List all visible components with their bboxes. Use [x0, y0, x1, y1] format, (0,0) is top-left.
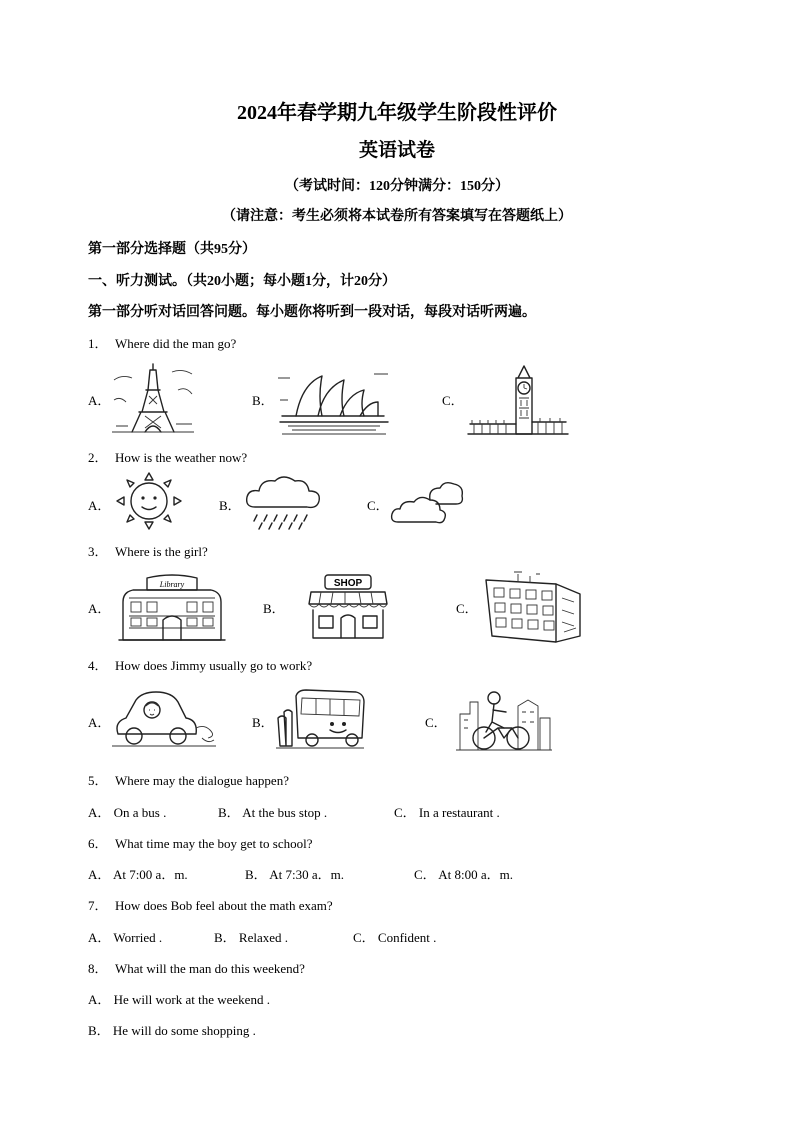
- listening-heading: 一、听力测试。（共20小题；每小题1分，计20分）: [88, 274, 396, 289]
- q5-option-a[interactable]: [88, 802, 166, 821]
- question-number: 7．: [88, 898, 108, 913]
- option-text: He will do some shopping .: [112, 1023, 256, 1038]
- question-5: [88, 770, 289, 789]
- q6-option-c[interactable]: [414, 864, 513, 883]
- big-ben-icon[interactable]: [466, 364, 570, 438]
- question-6: [88, 833, 312, 852]
- question-text: How does Jimmy usually go to work?: [115, 658, 313, 673]
- clouds-icon[interactable]: [390, 478, 466, 526]
- listening-instruction: 第一部分听对话回答问题。每小题你将听到一段对话，每段对话听两遍。: [88, 305, 536, 320]
- q4-option-a-label[interactable]: A．: [88, 715, 111, 730]
- sydney-opera-house-icon[interactable]: [278, 370, 390, 436]
- bicycle-icon[interactable]: [456, 688, 552, 752]
- option-label: A．: [88, 992, 111, 1007]
- shop-icon[interactable]: [305, 572, 391, 642]
- question-number: 3．: [88, 544, 108, 559]
- option-label: B．: [218, 805, 240, 820]
- exam-subtitle: 英语试卷: [358, 140, 435, 161]
- rain-cloud-icon[interactable]: [243, 473, 323, 533]
- q6-option-b[interactable]: [245, 864, 344, 883]
- q3-option-c-label[interactable]: C．: [456, 601, 478, 616]
- option-label: A．: [88, 930, 111, 945]
- question-text: How does Bob feel about the math exam?: [115, 898, 333, 913]
- option-label: C．: [414, 867, 436, 882]
- question-text: What will the man do this weekend?: [115, 961, 305, 976]
- part-one-heading: 第一部分选择题（共95分）: [88, 242, 256, 257]
- library-sign: Library: [159, 580, 185, 589]
- bus-icon[interactable]: [276, 686, 366, 750]
- q7-option-b[interactable]: [214, 927, 288, 946]
- sun-icon[interactable]: [112, 470, 186, 532]
- q1-option-b-label[interactable]: B．: [252, 393, 274, 408]
- question-text: What time may the boy get to school?: [115, 836, 313, 851]
- car-icon[interactable]: [112, 688, 218, 750]
- q8-option-a[interactable]: [88, 989, 270, 1008]
- option-text: He will work at the weekend .: [113, 992, 270, 1007]
- exam-notice: （请注意：考生必须将本试卷所有答案填写在答题纸上）: [222, 209, 572, 224]
- option-text: At the bus stop .: [242, 805, 328, 820]
- question-number: 6．: [88, 836, 108, 851]
- option-label: B．: [245, 867, 267, 882]
- q2-option-c-label[interactable]: C．: [367, 498, 389, 513]
- option-label: B．: [88, 1023, 110, 1038]
- option-text: On a bus .: [113, 805, 167, 820]
- question-text: Where may the dialogue happen?: [115, 773, 289, 788]
- option-label: C．: [353, 930, 375, 945]
- eiffel-tower-icon[interactable]: [112, 360, 194, 436]
- q3-option-b-label[interactable]: B．: [263, 601, 285, 616]
- shop-sign: SHOP: [333, 578, 363, 589]
- question-text: How is the weather now?: [115, 450, 248, 465]
- q8-option-b[interactable]: [88, 1020, 256, 1039]
- option-text: In a restaurant .: [418, 805, 500, 820]
- question-2: [88, 447, 247, 466]
- q5-option-b[interactable]: [218, 802, 327, 821]
- question-text: Where did the man go?: [115, 336, 237, 351]
- q7-option-c[interactable]: [353, 927, 436, 946]
- option-label: C．: [394, 805, 416, 820]
- question-7: [88, 895, 333, 914]
- q6-option-a[interactable]: [88, 864, 188, 883]
- q4-option-b-label[interactable]: B．: [252, 715, 274, 730]
- exam-title: 2024年春学期九年级学生阶段性评价: [237, 102, 557, 124]
- q2-option-a-label[interactable]: A．: [88, 498, 111, 513]
- option-label: A．: [88, 867, 111, 882]
- q1-option-c-label[interactable]: C．: [442, 393, 464, 408]
- option-text: At 7:00 a．m.: [112, 867, 188, 882]
- question-number: 5．: [88, 773, 108, 788]
- q7-option-a[interactable]: [88, 927, 162, 946]
- question-number: 1．: [88, 336, 108, 351]
- question-number: 2．: [88, 450, 108, 465]
- option-label: B．: [214, 930, 236, 945]
- q2-option-b-label[interactable]: B．: [219, 498, 241, 513]
- question-8: [88, 958, 305, 977]
- question-number: 4．: [88, 658, 108, 673]
- q3-option-a-label[interactable]: A．: [88, 601, 111, 616]
- library-icon[interactable]: [117, 572, 227, 644]
- option-text: Worried .: [113, 930, 163, 945]
- q1-option-a-label[interactable]: A．: [88, 393, 111, 408]
- question-4: [88, 655, 312, 674]
- q4-option-c-label[interactable]: C．: [425, 715, 447, 730]
- question-3: [88, 541, 208, 560]
- q5-option-c[interactable]: [394, 802, 500, 821]
- option-text: Relaxed .: [238, 930, 289, 945]
- option-text: At 7:30 a．m.: [269, 867, 344, 882]
- exam-info: （考试时间：120分钟满分：150分）: [285, 179, 509, 194]
- question-text: Where is the girl?: [115, 544, 208, 559]
- question-number: 8．: [88, 961, 108, 976]
- option-label: A．: [88, 805, 111, 820]
- option-text: Confident .: [377, 930, 437, 945]
- hospital-building-icon[interactable]: [480, 570, 586, 644]
- option-text: At 8:00 a．m.: [438, 867, 513, 882]
- question-1: [88, 333, 236, 352]
